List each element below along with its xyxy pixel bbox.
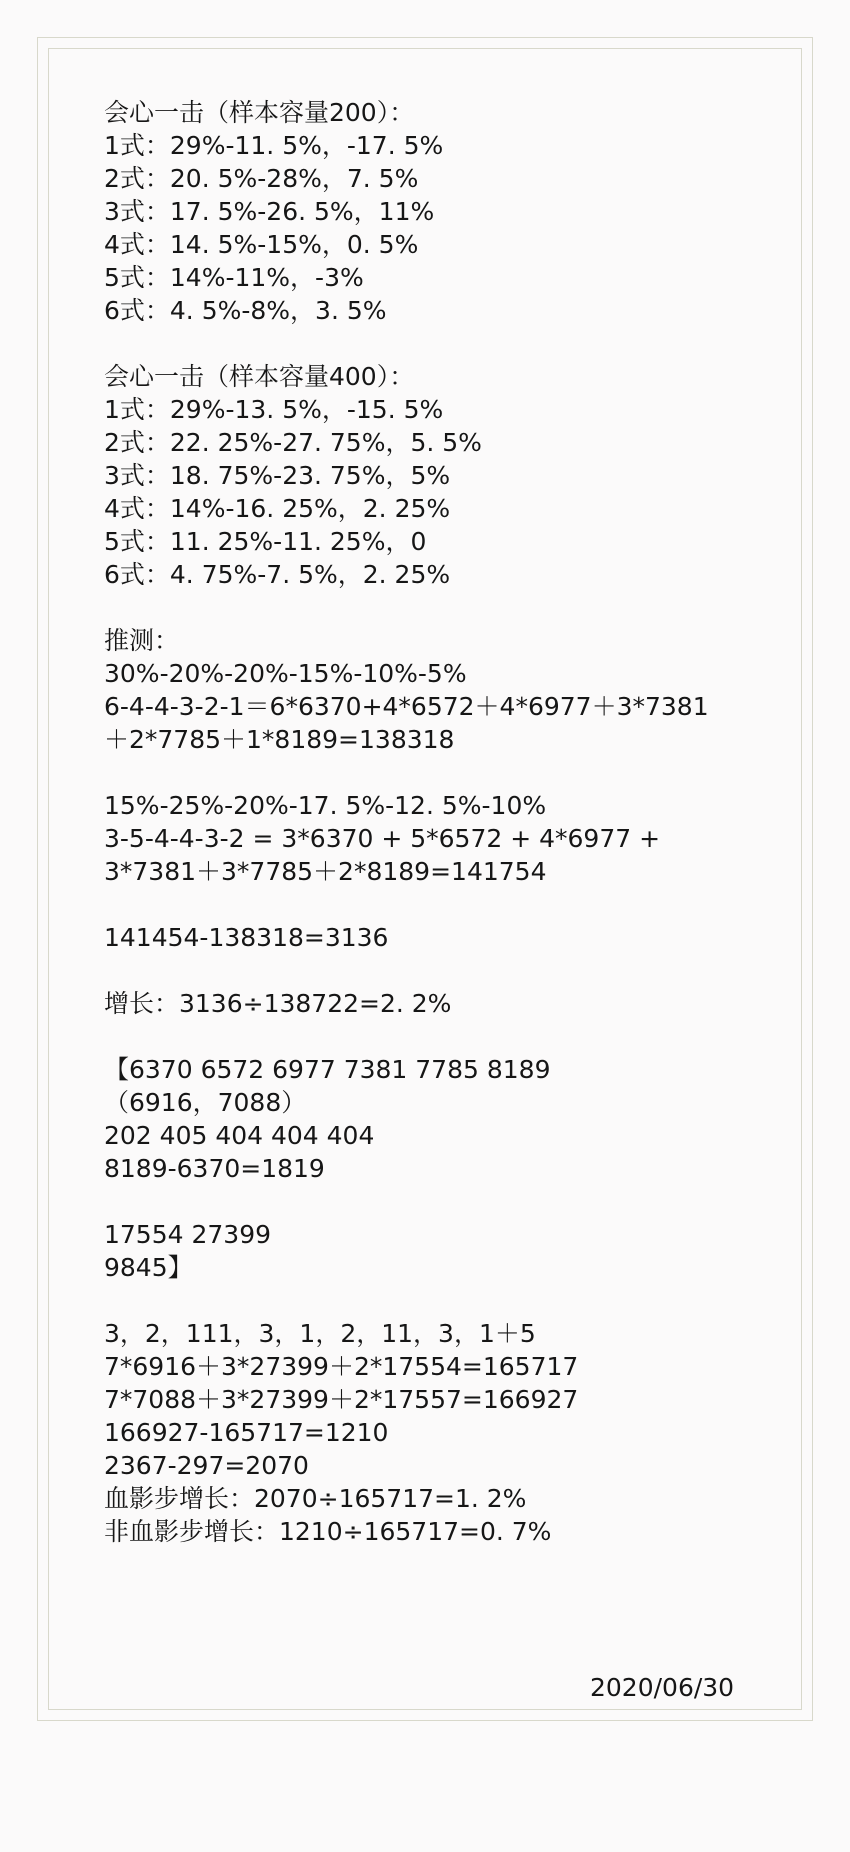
note-body xyxy=(104,96,764,1548)
note-line: 推测： xyxy=(104,626,180,655)
note-line: 3式：17. 5%-26. 5%，11% xyxy=(104,197,435,226)
note-line: 8189-6370=1819 xyxy=(104,1154,325,1183)
note-line: 3式：18. 75%-23. 75%，5% xyxy=(104,461,451,490)
blank-line xyxy=(104,591,764,624)
note-line: 2式：20. 5%-28%，7. 5% xyxy=(104,164,419,193)
note-line: 会心一击（样本容量200）： xyxy=(104,98,415,127)
blank-line xyxy=(104,954,764,987)
note-line: 7*6916＋3*27399＋2*17554=165717 xyxy=(104,1352,579,1381)
note-line: 141454-138318=3136 xyxy=(104,923,389,952)
note-line: 3*7381＋3*7785＋2*8189=141754 xyxy=(104,857,547,886)
note-line: 4式：14. 5%-15%，0. 5% xyxy=(104,230,419,259)
note-date: 2020/06/30 xyxy=(590,1673,735,1702)
note-line: 2式：22. 25%-27. 75%，5. 5% xyxy=(104,428,482,457)
note-line: 7*7088＋3*27399＋2*17557=166927 xyxy=(104,1385,579,1414)
note-line: 30%-20%-20%-15%-10%-5% xyxy=(104,659,467,688)
note-line: 202 405 404 404 404 xyxy=(104,1121,375,1150)
note-line: （6916，7088） xyxy=(104,1088,307,1117)
blank-line xyxy=(104,1284,764,1317)
note-line: 会心一击（样本容量400）： xyxy=(104,362,415,391)
note-line: 非血影步增长：1210÷165717=0. 7% xyxy=(104,1517,552,1546)
note-line: 1式：29%-11. 5%，-17. 5% xyxy=(104,131,444,160)
note-line: 5式：11. 25%-11. 25%，0 xyxy=(104,527,427,556)
note-line: 6式：4. 75%-7. 5%，2. 25% xyxy=(104,560,451,589)
blank-line xyxy=(104,888,764,921)
note-line: 15%-25%-20%-17. 5%-12. 5%-10% xyxy=(104,791,547,820)
blank-line xyxy=(104,1185,764,1218)
blank-line xyxy=(104,327,764,360)
note-line: 2367-297=2070 xyxy=(104,1451,309,1480)
note-line: ＋2*7785＋1*8189=138318 xyxy=(104,725,455,754)
note-line: 血影步增长：2070÷165717=1. 2% xyxy=(104,1484,527,1513)
blank-line xyxy=(104,1020,764,1053)
note-line: 9845】 xyxy=(104,1253,193,1282)
note-line: 4式：14%-16. 25%，2. 25% xyxy=(104,494,451,523)
note-line: 17554 27399 xyxy=(104,1220,272,1249)
note-line: 增长：3136÷138722=2. 2% xyxy=(104,989,452,1018)
note-line: 5式：14%-11%，-3% xyxy=(104,263,364,292)
note-line: 3-5-4-4-3-2 = 3*6370 + 5*6572 + 4*6977 + xyxy=(104,824,661,853)
note-line: 1式：29%-13. 5%，-15. 5% xyxy=(104,395,444,424)
note-line: 6式：4. 5%-8%，3. 5% xyxy=(104,296,387,325)
note-line: 3，2，111，3，1，2，11，3，1＋5 xyxy=(104,1319,536,1348)
note-line: 166927-165717=1210 xyxy=(104,1418,389,1447)
note-line: 6-4-4-3-2-1＝6*6370+4*6572＋4*6977＋3*7381 xyxy=(104,692,709,721)
note-line: 【6370 6572 6977 7381 7785 8189 xyxy=(104,1055,551,1084)
blank-line xyxy=(104,756,764,789)
